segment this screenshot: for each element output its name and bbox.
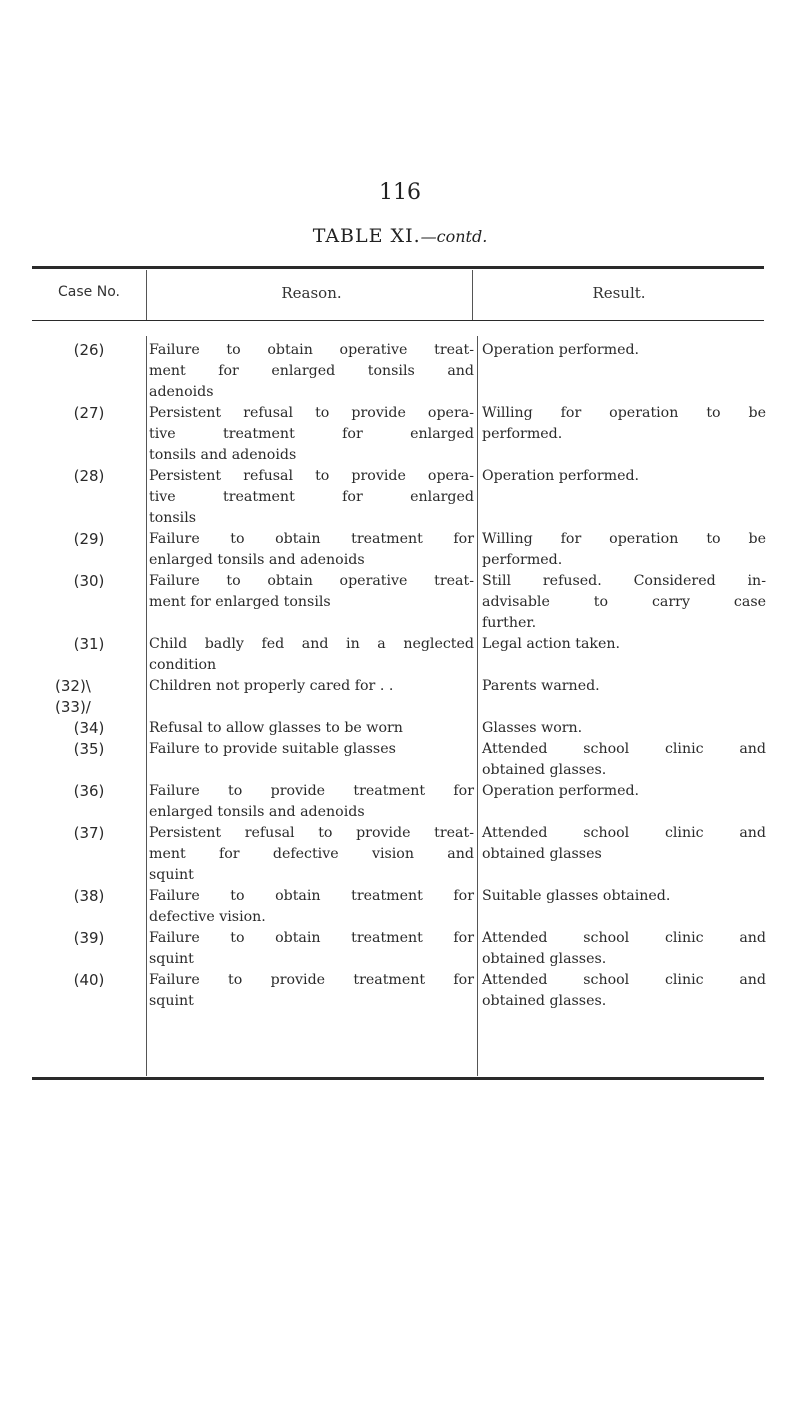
case-number-line: (37)	[73, 824, 105, 842]
reason-cell	[149, 928, 474, 970]
table-title-suffix: —contd.	[420, 227, 488, 246]
reason-cell	[149, 466, 474, 529]
column-divider-2	[477, 336, 478, 1076]
table-bottom-rule	[32, 1077, 764, 1080]
reason-line: enlarged tonsils and adenoids	[149, 804, 365, 820]
result-cell	[482, 928, 766, 970]
result-cell	[482, 781, 766, 802]
case-number-line: (35)	[73, 740, 105, 758]
reason-line: Failure to obtain treatment for	[149, 930, 474, 946]
case-number	[32, 739, 146, 760]
reason-line: adenoids	[149, 384, 214, 400]
reason-line: Failure to provide suitable glasses	[149, 741, 396, 757]
result-line: further.	[482, 615, 537, 631]
reason-line: squint	[149, 867, 194, 883]
reason-line: condition	[149, 657, 217, 673]
case-number	[32, 340, 146, 361]
reason-line: squint	[149, 993, 194, 1009]
reason-line: enlarged tonsils and adenoids	[149, 552, 365, 568]
column-header-case-no: Case No.	[58, 284, 120, 300]
case-number	[32, 886, 146, 907]
case-number-line: (33)/	[55, 698, 91, 716]
case-number	[32, 970, 146, 991]
result-line: obtained glasses.	[482, 993, 607, 1009]
reason-line: squint	[149, 951, 194, 967]
reason-cell	[149, 634, 474, 676]
reason-line: Failure to provide treatment for	[149, 972, 474, 988]
result-cell	[482, 970, 766, 1012]
case-number-line: (26)	[73, 341, 105, 359]
result-line: Operation performed.	[482, 468, 640, 484]
case-number-line: (39)	[73, 929, 105, 947]
result-line: Suitable glasses obtained.	[482, 888, 671, 904]
header-divider-1	[146, 270, 147, 320]
case-number	[32, 823, 146, 844]
reason-line: Failure to obtain operative treat-	[149, 573, 474, 589]
case-number-line: (30)	[73, 572, 105, 590]
reason-line: Failure to obtain treatment for	[149, 531, 474, 547]
reason-cell	[149, 823, 474, 886]
result-line: Willing for operation to be	[482, 405, 766, 421]
result-cell	[482, 634, 766, 655]
reason-line: tonsils and adenoids	[149, 447, 297, 463]
result-line: Attended school clinic and	[482, 825, 766, 841]
reason-cell	[149, 970, 474, 1012]
result-cell	[482, 718, 766, 739]
reason-line: tonsils	[149, 510, 197, 526]
result-cell	[482, 403, 766, 445]
case-number-line: (40)	[73, 971, 105, 989]
case-number	[32, 781, 146, 802]
result-cell	[482, 466, 766, 487]
result-line: advisable to carry case	[482, 594, 766, 610]
result-line: Legal action taken.	[482, 636, 621, 652]
table-title	[0, 225, 800, 247]
reason-line: defective vision.	[149, 909, 266, 925]
result-line: Parents warned.	[482, 678, 600, 694]
table-title-main: TABLE XI.	[312, 225, 421, 247]
result-cell	[482, 571, 766, 634]
reason-cell	[149, 340, 474, 403]
reason-line: Failure to obtain treatment for	[149, 888, 474, 904]
column-header-result: Result.	[592, 284, 646, 302]
reason-line: Child badly fed and in a neglected	[149, 636, 474, 652]
reason-line: Refusal to allow glasses to be worn	[149, 720, 403, 736]
case-number	[32, 718, 146, 739]
table-top-rule	[32, 266, 764, 269]
reason-line: Persistent refusal to provide treat-	[149, 825, 474, 841]
result-line: obtained glasses.	[482, 762, 607, 778]
case-number-line: (28)	[73, 467, 105, 485]
result-cell	[482, 886, 766, 907]
result-line: performed.	[482, 426, 563, 442]
reason-cell	[149, 739, 474, 760]
page-number: 116	[379, 180, 421, 205]
result-cell	[482, 529, 766, 571]
result-cell	[482, 340, 766, 361]
result-cell	[482, 739, 766, 781]
case-number-line: (34)	[73, 719, 105, 737]
case-number	[32, 928, 146, 949]
result-line: Attended school clinic and	[482, 972, 766, 988]
case-number-line: (31)	[73, 635, 105, 653]
case-number	[32, 676, 146, 718]
reason-line: Children not properly cared for . .	[149, 678, 394, 694]
column-header-reason: Reason.	[281, 284, 342, 302]
reason-cell	[149, 781, 474, 823]
case-number	[32, 403, 146, 424]
result-line: Attended school clinic and	[482, 741, 766, 757]
case-number	[32, 571, 146, 592]
column-divider-1	[146, 336, 147, 1076]
result-line: Glasses worn.	[482, 720, 583, 736]
reason-cell	[149, 571, 474, 613]
reason-line: Persistent refusal to provide opera-	[149, 468, 474, 484]
result-cell	[482, 823, 766, 865]
case-number	[32, 466, 146, 487]
result-line: Operation performed.	[482, 783, 640, 799]
result-line: Attended school clinic and	[482, 930, 766, 946]
result-line: performed.	[482, 552, 563, 568]
reason-line: ment for enlarged tonsils	[149, 594, 331, 610]
reason-line: tive treatment for enlarged	[149, 489, 474, 505]
reason-cell	[149, 676, 474, 697]
case-number-line: (27)	[73, 404, 105, 422]
case-number-line: (38)	[73, 887, 105, 905]
case-number-line: (36)	[73, 782, 105, 800]
result-line: Willing for operation to be	[482, 531, 766, 547]
reason-line: Persistent refusal to provide opera-	[149, 405, 474, 421]
case-number	[32, 634, 146, 655]
result-cell	[482, 676, 766, 697]
reason-line: Failure to obtain operative treat-	[149, 342, 474, 358]
reason-cell	[149, 886, 474, 928]
case-number-line: (32)\	[55, 677, 91, 695]
result-line: obtained glasses.	[482, 951, 607, 967]
reason-line: ment for defective vision and	[149, 846, 474, 862]
reason-line: tive treatment for enlarged	[149, 426, 474, 442]
reason-line: ment for enlarged tonsils and	[149, 363, 474, 379]
reason-cell	[149, 403, 474, 466]
header-rule	[32, 320, 764, 321]
result-line: Operation performed.	[482, 342, 640, 358]
case-number-line: (29)	[73, 530, 105, 548]
header-divider-2	[472, 270, 473, 320]
reason-cell	[149, 529, 474, 571]
reason-cell	[149, 718, 474, 739]
case-number	[32, 529, 146, 550]
result-line: obtained glasses	[482, 846, 602, 862]
reason-line: Failure to provide treatment for	[149, 783, 474, 799]
result-line: Still refused. Considered in-	[482, 573, 766, 589]
